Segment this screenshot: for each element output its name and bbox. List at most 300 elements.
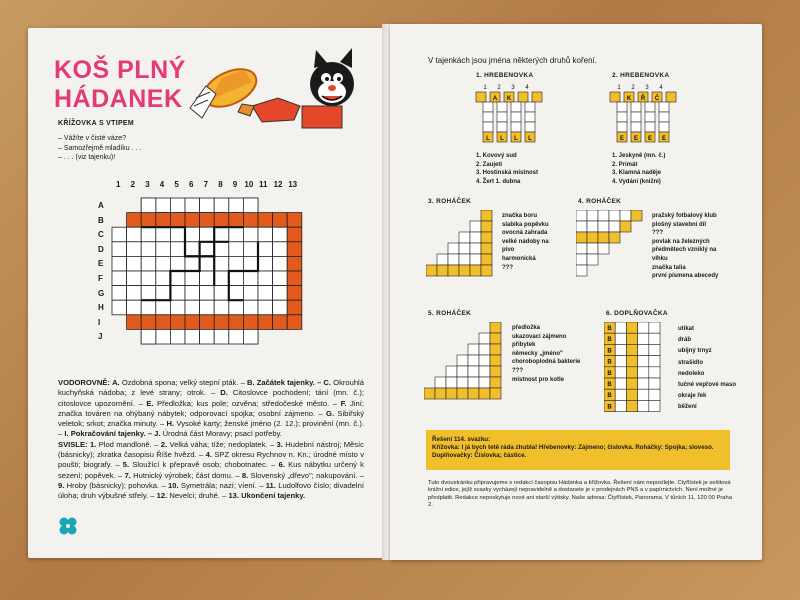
stair-cell [479, 377, 490, 388]
fill-cell [626, 344, 637, 355]
stair-cell [587, 210, 598, 221]
clue-text: Úrodná část Moravy; psací potřeby. [162, 429, 282, 439]
fill-cell [649, 367, 660, 378]
stair-cell [609, 210, 620, 221]
column-number: 6 [189, 180, 194, 189]
crossword-cell [185, 300, 200, 315]
crossword-cell [170, 213, 185, 228]
stair-cell [435, 377, 446, 388]
stair-cell [620, 210, 631, 221]
stair-cell [576, 232, 587, 243]
tooth-letter: E [647, 136, 653, 142]
crossword-cell [229, 271, 244, 286]
header-cell [476, 92, 486, 102]
page-title [54, 56, 186, 114]
column-number: 8 [218, 180, 223, 189]
clue: povlak na železných předmětech vzniklý na vlhku [652, 238, 717, 262]
tooth-cell [659, 102, 669, 112]
crossword-cell [229, 227, 244, 242]
crossword-cell [287, 213, 302, 228]
stair-cell [457, 366, 468, 377]
column-number: 12 [273, 180, 283, 189]
start-letter: B [607, 382, 612, 388]
clue: značka talia [652, 264, 686, 271]
crossword-cell [214, 286, 229, 301]
crossword-cell [214, 271, 229, 286]
stair-cell [490, 377, 501, 388]
tooth-letter: E [619, 136, 625, 142]
crossword-cell [243, 213, 258, 228]
crossword-cell [112, 271, 127, 286]
crossword-cell [127, 213, 142, 228]
stair-cell [598, 243, 609, 254]
clue-text: Ozdobná spona; velký stepní pták. – [121, 378, 245, 387]
tooth-cell [631, 102, 641, 112]
stair-cell [576, 254, 587, 265]
clue: značka boru [502, 213, 538, 219]
crossword-cell [200, 286, 215, 301]
row-letter: B [98, 215, 104, 225]
crossword-cell [287, 242, 302, 257]
crossword-cell [141, 242, 156, 257]
stair-cell [437, 265, 448, 276]
crossword-cell [243, 300, 258, 315]
row-letter: A [98, 201, 104, 210]
tooth-cell [525, 112, 535, 122]
hreb2-title: 2. HREBENOVKA [612, 72, 670, 79]
fill-cell [638, 389, 649, 400]
stair-cell [479, 333, 490, 344]
clue-num: G. [326, 408, 335, 418]
fill-cell [649, 322, 660, 333]
clue: předložka [512, 325, 541, 331]
clue-text: Kus nábytku určený k sezení; popěvek. – [58, 460, 364, 480]
crossword-clues [58, 378, 364, 502]
clue-num: B. Začátek tajenky. [246, 378, 315, 387]
stair-cell [459, 265, 470, 276]
row-letter: C [98, 230, 104, 240]
stair-cell [490, 344, 501, 355]
clue: dráb [678, 337, 692, 344]
clue: příbytek [512, 342, 536, 349]
crossword-cells [98, 174, 328, 364]
crossword-cell [214, 256, 229, 271]
fill-cell [638, 378, 649, 389]
crossword-cell [214, 315, 229, 330]
tooth-cell [483, 102, 493, 112]
header-letter: Č [654, 96, 660, 102]
vodorovne-label: VODOROVNĚ: [58, 378, 110, 387]
stair-cell [481, 221, 492, 232]
clue-num: E. [146, 398, 154, 408]
stair-cell [457, 377, 468, 388]
crossword-cell [112, 286, 127, 301]
crossword-cell [229, 242, 244, 257]
tooth-letter: L [500, 136, 504, 142]
crossword-cell [243, 256, 258, 271]
clue-text: Ludolfovo číslo; divadelní úloha; druh výbušné střely. – [58, 480, 364, 501]
footer-text: Tuto dvoustránku připravujeme s redakcí časopisu Hádanka a křížovka. Řešení nám neposílejte. Ctyřlístek je sešitová knižní edice, jejíž svazky vycházejí nepravidelně a dostanete je v prodejnách PNS a v papírnictvích. Není možné je předplatit. Redakce neposkytuje nové ani starší výtisky. Naše adresa: Čtyřlístek, Panorama, V tůních 11, 120 00 Praha 2. [428, 480, 732, 509]
hrebenovka-1-grid [474, 82, 564, 152]
clue-num: 10. [168, 480, 179, 490]
crossword-cell [127, 256, 142, 271]
clue: 1. Jeskyně (mn. č.) [612, 153, 666, 159]
stair-cell [479, 366, 490, 377]
crossword-cell [200, 242, 215, 257]
title-line-1: KOŠ PLNÝ [54, 56, 186, 84]
clue: slabika popěvku [502, 221, 549, 228]
crossword-cell [127, 300, 142, 315]
crossword-cell [214, 300, 229, 315]
crossword-cell [229, 286, 244, 301]
column-number: 4 [659, 85, 663, 91]
crossword-cell [243, 286, 258, 301]
crossword-cell [229, 198, 244, 213]
column-number: 13 [288, 180, 298, 189]
clue-text: Sibiřský veletok; srkot; značka minuty. – [58, 408, 364, 429]
clue-num: – J. [147, 429, 161, 439]
joke-line-3: – . . . (viz tajenku)! [58, 154, 116, 161]
crossword-cell [185, 198, 200, 213]
tooth-cell [483, 122, 493, 132]
clue-text: Nevelci; druhé. – [169, 491, 227, 501]
stair-cell [448, 254, 459, 265]
header-letter: Ř [640, 96, 646, 102]
clue: pražský fotbalový klub [652, 213, 717, 219]
stair-cell [576, 221, 587, 232]
crossword-cell [258, 227, 273, 242]
crossword-cell [185, 315, 200, 330]
clue: strašidlo [678, 359, 704, 366]
stair-cell [576, 265, 587, 276]
rohacek-4-grid [576, 210, 648, 282]
column-number: 2 [631, 85, 635, 91]
crossword-cell [200, 256, 215, 271]
stair-cell [459, 232, 470, 243]
crossword-cell [170, 300, 185, 315]
dop6-title: 6. DOPLŇOVAČKA [606, 310, 668, 317]
column-number: 1 [617, 85, 621, 91]
clue: německy „jméno" [512, 350, 563, 357]
stair-cell [490, 366, 501, 377]
fill-cell [649, 400, 660, 411]
crossword-cell [185, 213, 200, 228]
crossword-cell [243, 242, 258, 257]
crossword-cell [185, 271, 200, 286]
start-letter: B [607, 370, 612, 377]
crossword-cell [287, 256, 302, 271]
stair-cell [468, 388, 479, 399]
stair-cell [446, 366, 457, 377]
crossword-cell [127, 315, 142, 330]
stair-cell [448, 243, 459, 254]
crossword-cell [200, 213, 215, 228]
start-letter: B [607, 404, 612, 411]
hrebenovka-2-grid [608, 82, 698, 152]
clue: okraje řek [678, 393, 707, 400]
stair-cell [587, 254, 598, 265]
stair-cell [481, 243, 492, 254]
clue: tučné vepřové maso [678, 382, 737, 389]
stair-cell [576, 210, 587, 221]
clue: 2. Primát [612, 161, 638, 168]
stair-cell [479, 355, 490, 366]
stair-cell [446, 377, 457, 388]
tooth-cell [631, 112, 641, 122]
column-number: 9 [232, 180, 238, 189]
fill-cell [638, 400, 649, 411]
crossword-cell [156, 315, 171, 330]
clue-num: 5. [122, 460, 130, 470]
clue: 2. Zaujetí [476, 161, 503, 168]
crossword-cell [112, 227, 127, 242]
crossword-cell [258, 271, 273, 286]
tooth-cell [525, 102, 535, 112]
tooth-letter: L [528, 136, 532, 142]
roh3-title: 3. ROHÁČEK [428, 198, 472, 205]
stair-cell [468, 355, 479, 366]
stair-cell [587, 232, 598, 243]
crossword-cell [141, 256, 156, 271]
answer-text: Křížovka: I já bych tetě ráda zhubla! Hřebenovky: Zájmeno; čislovka. Roháčky: Spojka; sloveso. Doplňovačky: Číslovka; částice. [432, 444, 714, 459]
fill-cell [649, 389, 660, 400]
row-letter: I [98, 317, 101, 327]
tooth-cell [497, 102, 507, 112]
tooth-cell [659, 122, 669, 132]
stair-cell [446, 388, 457, 399]
answer-title: Řešení 114. svazku: [432, 436, 491, 443]
crossword-cell [141, 213, 156, 228]
crossword-cell [273, 256, 288, 271]
fill-cell [615, 322, 626, 333]
stair-cell [470, 221, 481, 232]
clue: ukazovací zájmeno [512, 333, 567, 340]
crossword-cell [170, 329, 185, 344]
stair-cell [435, 388, 446, 399]
crossword-cell [185, 227, 200, 242]
row-letter: E [98, 259, 104, 269]
column-number: 3 [645, 85, 649, 91]
crossword-cell [229, 213, 244, 228]
clue-num: 6. [278, 460, 285, 470]
crossword-cell [156, 198, 171, 213]
clue-num: H. [166, 419, 175, 429]
clue-num: D. [220, 388, 228, 398]
roh3-clues [502, 212, 562, 272]
rohacek-5-grid [424, 322, 506, 404]
clue: harmonická [502, 255, 536, 262]
tooth-letter: E [633, 136, 639, 142]
clue-num: 3. [276, 439, 283, 449]
crossword-cell [229, 329, 244, 344]
clue-text: Plod mandloně. – [98, 439, 159, 449]
stair-cell [424, 388, 435, 399]
tooth-cell [511, 122, 521, 132]
crossword-cell [243, 329, 258, 344]
crossword-cell [200, 300, 215, 315]
fill-cell [615, 356, 626, 367]
start-letter: B [607, 337, 612, 344]
clue-num: I. Pokračování tajenky. [64, 429, 146, 439]
crossword-cell [112, 300, 127, 315]
header-cell [666, 92, 676, 102]
crossword-cell [127, 286, 142, 301]
clue-num: 2. [160, 439, 168, 449]
crossword-cell [170, 242, 185, 257]
column-number: 2 [497, 85, 501, 91]
clue: ubíjný trnyz [678, 348, 712, 355]
crossword-cell [141, 198, 156, 213]
clue-num: 8. [241, 470, 249, 480]
clue-text: Vysoké karty; ženské jméno (2. 12.); provinění (mn. č.). – [58, 419, 364, 439]
clue: utíkat [678, 326, 695, 332]
crossword-cell [258, 242, 273, 257]
clue-num: – C. [317, 378, 331, 387]
crossword-cell [141, 286, 156, 301]
row-letter: D [98, 244, 104, 254]
fill-cell [615, 400, 626, 411]
fill-cell [649, 344, 660, 355]
fill-cell [638, 333, 649, 344]
column-number: 1 [483, 85, 487, 91]
joke-lines [58, 134, 141, 163]
svisle-label: SVISLE: [58, 439, 88, 449]
crossword-cell [214, 242, 229, 257]
tooth-letter: L [486, 136, 490, 142]
hreb1-clues [476, 152, 538, 186]
row-letter: J [98, 332, 103, 342]
fill-cell [626, 356, 637, 367]
roh5-title: 5. ROHÁČEK [428, 310, 472, 317]
crossword-cell [170, 315, 185, 330]
crossword-cell [214, 213, 229, 228]
stair-cell [481, 232, 492, 243]
clue: nedoleko [678, 370, 705, 377]
clue: ??? [652, 230, 663, 237]
clue: místnost pro kotle [512, 376, 565, 383]
clue-num: 11. [265, 480, 276, 490]
crossword-cell [229, 256, 244, 271]
row-letter: G [98, 288, 105, 298]
fill-cell [626, 389, 637, 400]
crossword-cell [273, 242, 288, 257]
clue-num: 12. [156, 491, 168, 501]
doplnovacka-6-grid [604, 322, 664, 414]
crossword-cell [258, 315, 273, 330]
crossword-cell [258, 286, 273, 301]
tooth-cell [511, 112, 521, 122]
crossword-cell [170, 271, 185, 286]
clue-num: F. [340, 398, 347, 408]
crossword-cell [200, 198, 215, 213]
stair-cell [459, 243, 470, 254]
crossword-cell [243, 315, 258, 330]
hreb2-clues [612, 152, 665, 186]
stair-cell [609, 221, 620, 232]
column-number: 3 [145, 180, 150, 189]
fill-cell [615, 389, 626, 400]
header-cell [532, 92, 542, 102]
stair-cell [481, 265, 492, 276]
crossword-cell [258, 256, 273, 271]
header-cell [610, 92, 620, 102]
fill-cell [638, 322, 649, 333]
column-number: 4 [525, 85, 529, 91]
stair-cell [490, 388, 501, 399]
crossword-cell [243, 227, 258, 242]
title-line-2: HÁDANEK [54, 85, 183, 113]
fill-cell [638, 356, 649, 367]
crossword-cell [287, 315, 302, 330]
crossword-cell [141, 315, 156, 330]
crossword-cell [287, 271, 302, 286]
crossword-cell [200, 329, 215, 344]
stair-cell [490, 333, 501, 344]
tooth-cell [617, 102, 627, 112]
stair-cell [481, 210, 492, 221]
clue-num: 13. Ukončení tajenky. [228, 491, 306, 501]
clue-num: 1. [89, 439, 97, 449]
roh4-clues [652, 212, 732, 281]
stair-cell [470, 243, 481, 254]
fill-cell [626, 367, 637, 378]
tooth-cell [659, 112, 669, 122]
roh5-clues [512, 324, 580, 384]
right-page-intro: V tajenkách jsou jména některých druhů koření. [428, 56, 597, 65]
tooth-cell [497, 112, 507, 122]
tooth-cell [645, 102, 655, 112]
tooth-cell [617, 112, 627, 122]
clue-text: Velká váha; tíže; nedoplatek. – [169, 439, 275, 449]
stair-cell [490, 322, 501, 333]
dop6-clues [678, 324, 736, 414]
fill-cell [649, 333, 660, 344]
fill-cell [626, 333, 637, 344]
tooth-letter: E [661, 136, 667, 142]
clue-text: Okrouhlá kuchyňská nádoba; z levé strany; otrok. – [58, 378, 364, 398]
clue: velké nádoby na pivo [502, 238, 549, 254]
crossword-cell [214, 329, 229, 344]
crossword-cell [170, 256, 185, 271]
fill-cell [649, 356, 660, 367]
column-number: 2 [130, 180, 136, 189]
crossword-cell [273, 315, 288, 330]
rohacek-3-grid [426, 210, 496, 282]
fill-cell [626, 400, 637, 411]
start-letter: B [607, 359, 612, 366]
crossword-cell [229, 300, 244, 315]
stair-cell [437, 254, 448, 265]
cat-illustration [182, 48, 362, 140]
clue-text: Symetrála; nazí; víení. – [180, 480, 264, 490]
crossword-cell [127, 227, 142, 242]
fill-cell [649, 378, 660, 389]
tooth-cell [511, 102, 521, 112]
clue: 1. Kovový sud [476, 153, 517, 159]
stair-cell [470, 254, 481, 265]
crossword-cell [127, 271, 142, 286]
tooth-letter: L [514, 136, 518, 142]
stair-cell [457, 355, 468, 366]
crossword-cell [200, 227, 215, 242]
header-letter: K [626, 96, 632, 102]
column-number: 7 [203, 180, 209, 189]
column-number: 10 [244, 180, 254, 189]
stair-cell [481, 254, 492, 265]
row-letter: F [98, 274, 103, 283]
roh4-title: 4. ROHÁČEK [578, 198, 622, 205]
crossword-cell [258, 300, 273, 315]
